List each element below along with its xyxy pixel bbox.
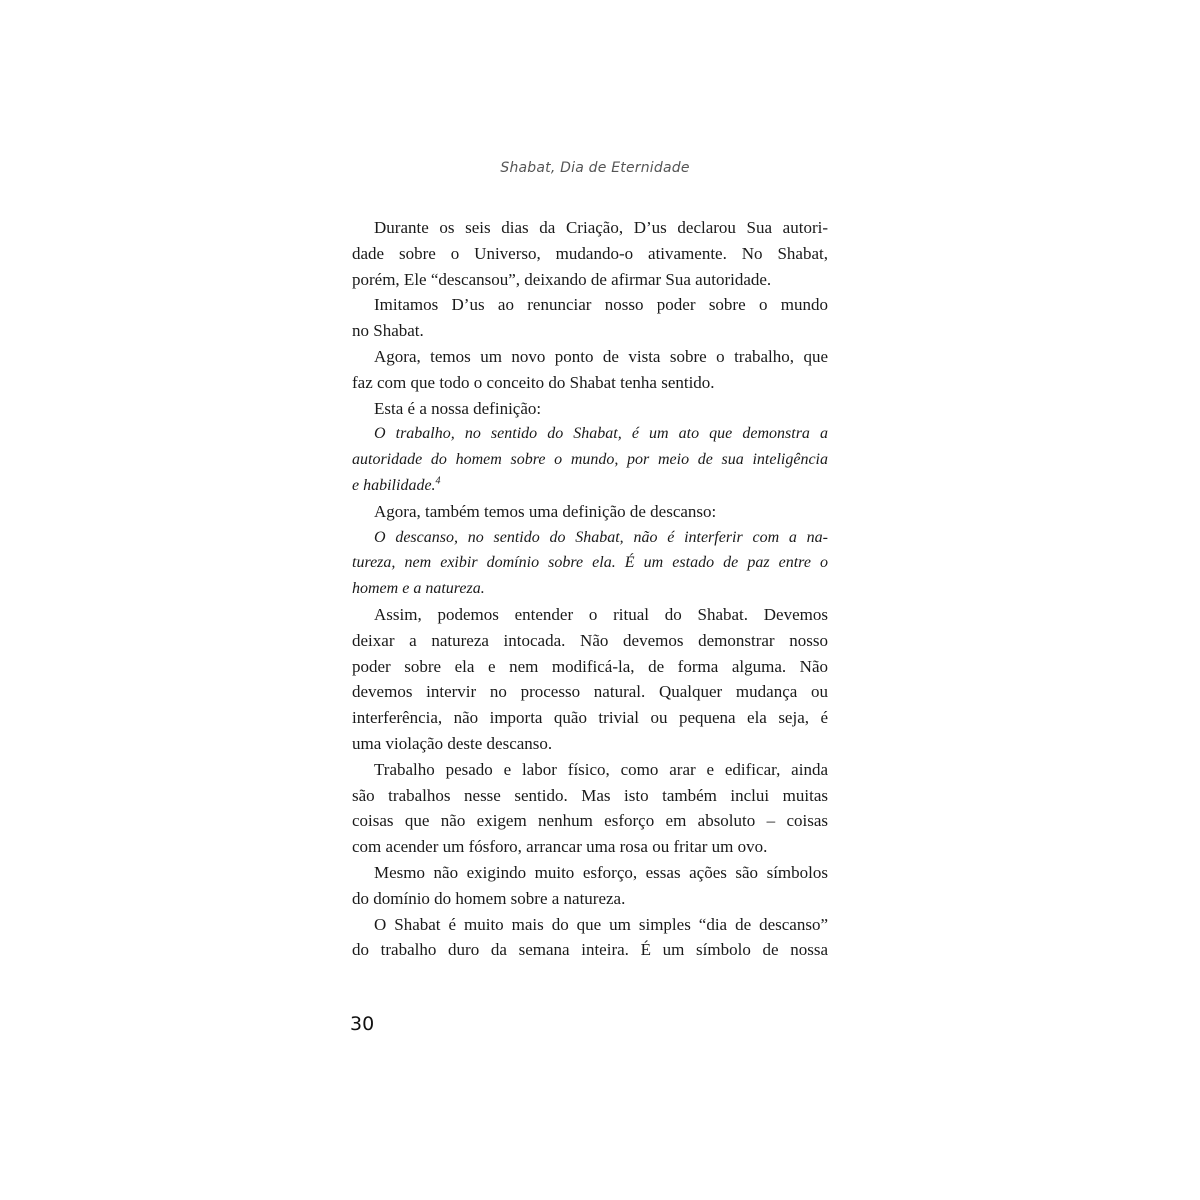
text-line: do trabalho duro da semana inteira. É um símbolo de nossa	[352, 940, 828, 960]
text-line: Agora, também temos uma definição de descanso:	[374, 501, 717, 521]
footnote-marker[interactable]: 4	[435, 475, 441, 487]
text-line: porém, Ele “descansou”, deixando de afirmar Sua autoridade.	[352, 269, 772, 289]
text-line: Mesmo não exigindo muito esforço, essas ações são símbolos	[374, 862, 828, 882]
text-line: poder sobre ela e nem modificá-la, de forma alguma. Não	[352, 656, 828, 676]
text-line: deixar a natureza intocada. Não devemos demonstrar nosso	[352, 630, 828, 650]
text-line: Trabalho pesado e labor físico, como arar e edificar, ainda	[374, 759, 828, 779]
text-line: dade sobre o Universo, mudando-o ativamente. No Shabat,	[352, 243, 828, 263]
definition-line: autoridade do homem sobre o mundo, por meio de sua inteligência	[352, 451, 828, 469]
text-line: Imitamos D’us ao renunciar nosso poder sobre o mundo	[374, 295, 828, 315]
text-line: Esta é a nossa definição:	[374, 398, 542, 418]
page-number: 30	[350, 1013, 375, 1035]
body-text	[352, 215, 828, 963]
text-line: faz com que todo o conceito do Shabat tenha sentido.	[352, 372, 715, 392]
text-line: Agora, temos um novo ponto de vista sobre o trabalho, que	[374, 346, 828, 366]
running-head: Shabat, Dia de Eternidade	[500, 160, 690, 176]
definition-line: homem e a natureza.	[352, 580, 485, 598]
text-line: uma violação deste descanso.	[352, 733, 553, 753]
text-line: com acender um fósforo, arrancar uma rosa ou fritar um ovo.	[352, 837, 768, 857]
text-line: no Shabat.	[352, 321, 424, 341]
text-line: Assim, podemos entender o ritual do Shabat. Devemos	[374, 604, 828, 624]
text-line: devemos intervir no processo natural. Qualquer mudança ou	[352, 682, 828, 702]
definition-line: O descanso, no sentido do Shabat, não é interferir com a na-	[374, 528, 828, 546]
text-line: coisas que não exigem nenhum esforço em absoluto – coisas	[352, 811, 828, 831]
text-line: do domínio do homem sobre a natureza.	[352, 888, 626, 908]
definition-line: O trabalho, no sentido do Shabat, é um ato que demonstra a	[374, 425, 828, 443]
definition-line-text: e habilidade.	[352, 476, 436, 494]
text-line: O Shabat é muito mais do que um simples “dia de descanso”	[374, 914, 828, 934]
text-line: Durante os seis dias da Criação, D’us declarou Sua autori-	[374, 218, 828, 237]
text-line: são trabalhos nesse sentido. Mas isto também inclui muitas	[352, 785, 828, 805]
text-line: interferência, não importa quão trivial ou pequena ela seja, é	[352, 708, 828, 728]
definition-line	[352, 473, 828, 499]
definition-line: tureza, nem exibir domínio sobre ela. É um estado de paz entre o	[352, 554, 828, 572]
